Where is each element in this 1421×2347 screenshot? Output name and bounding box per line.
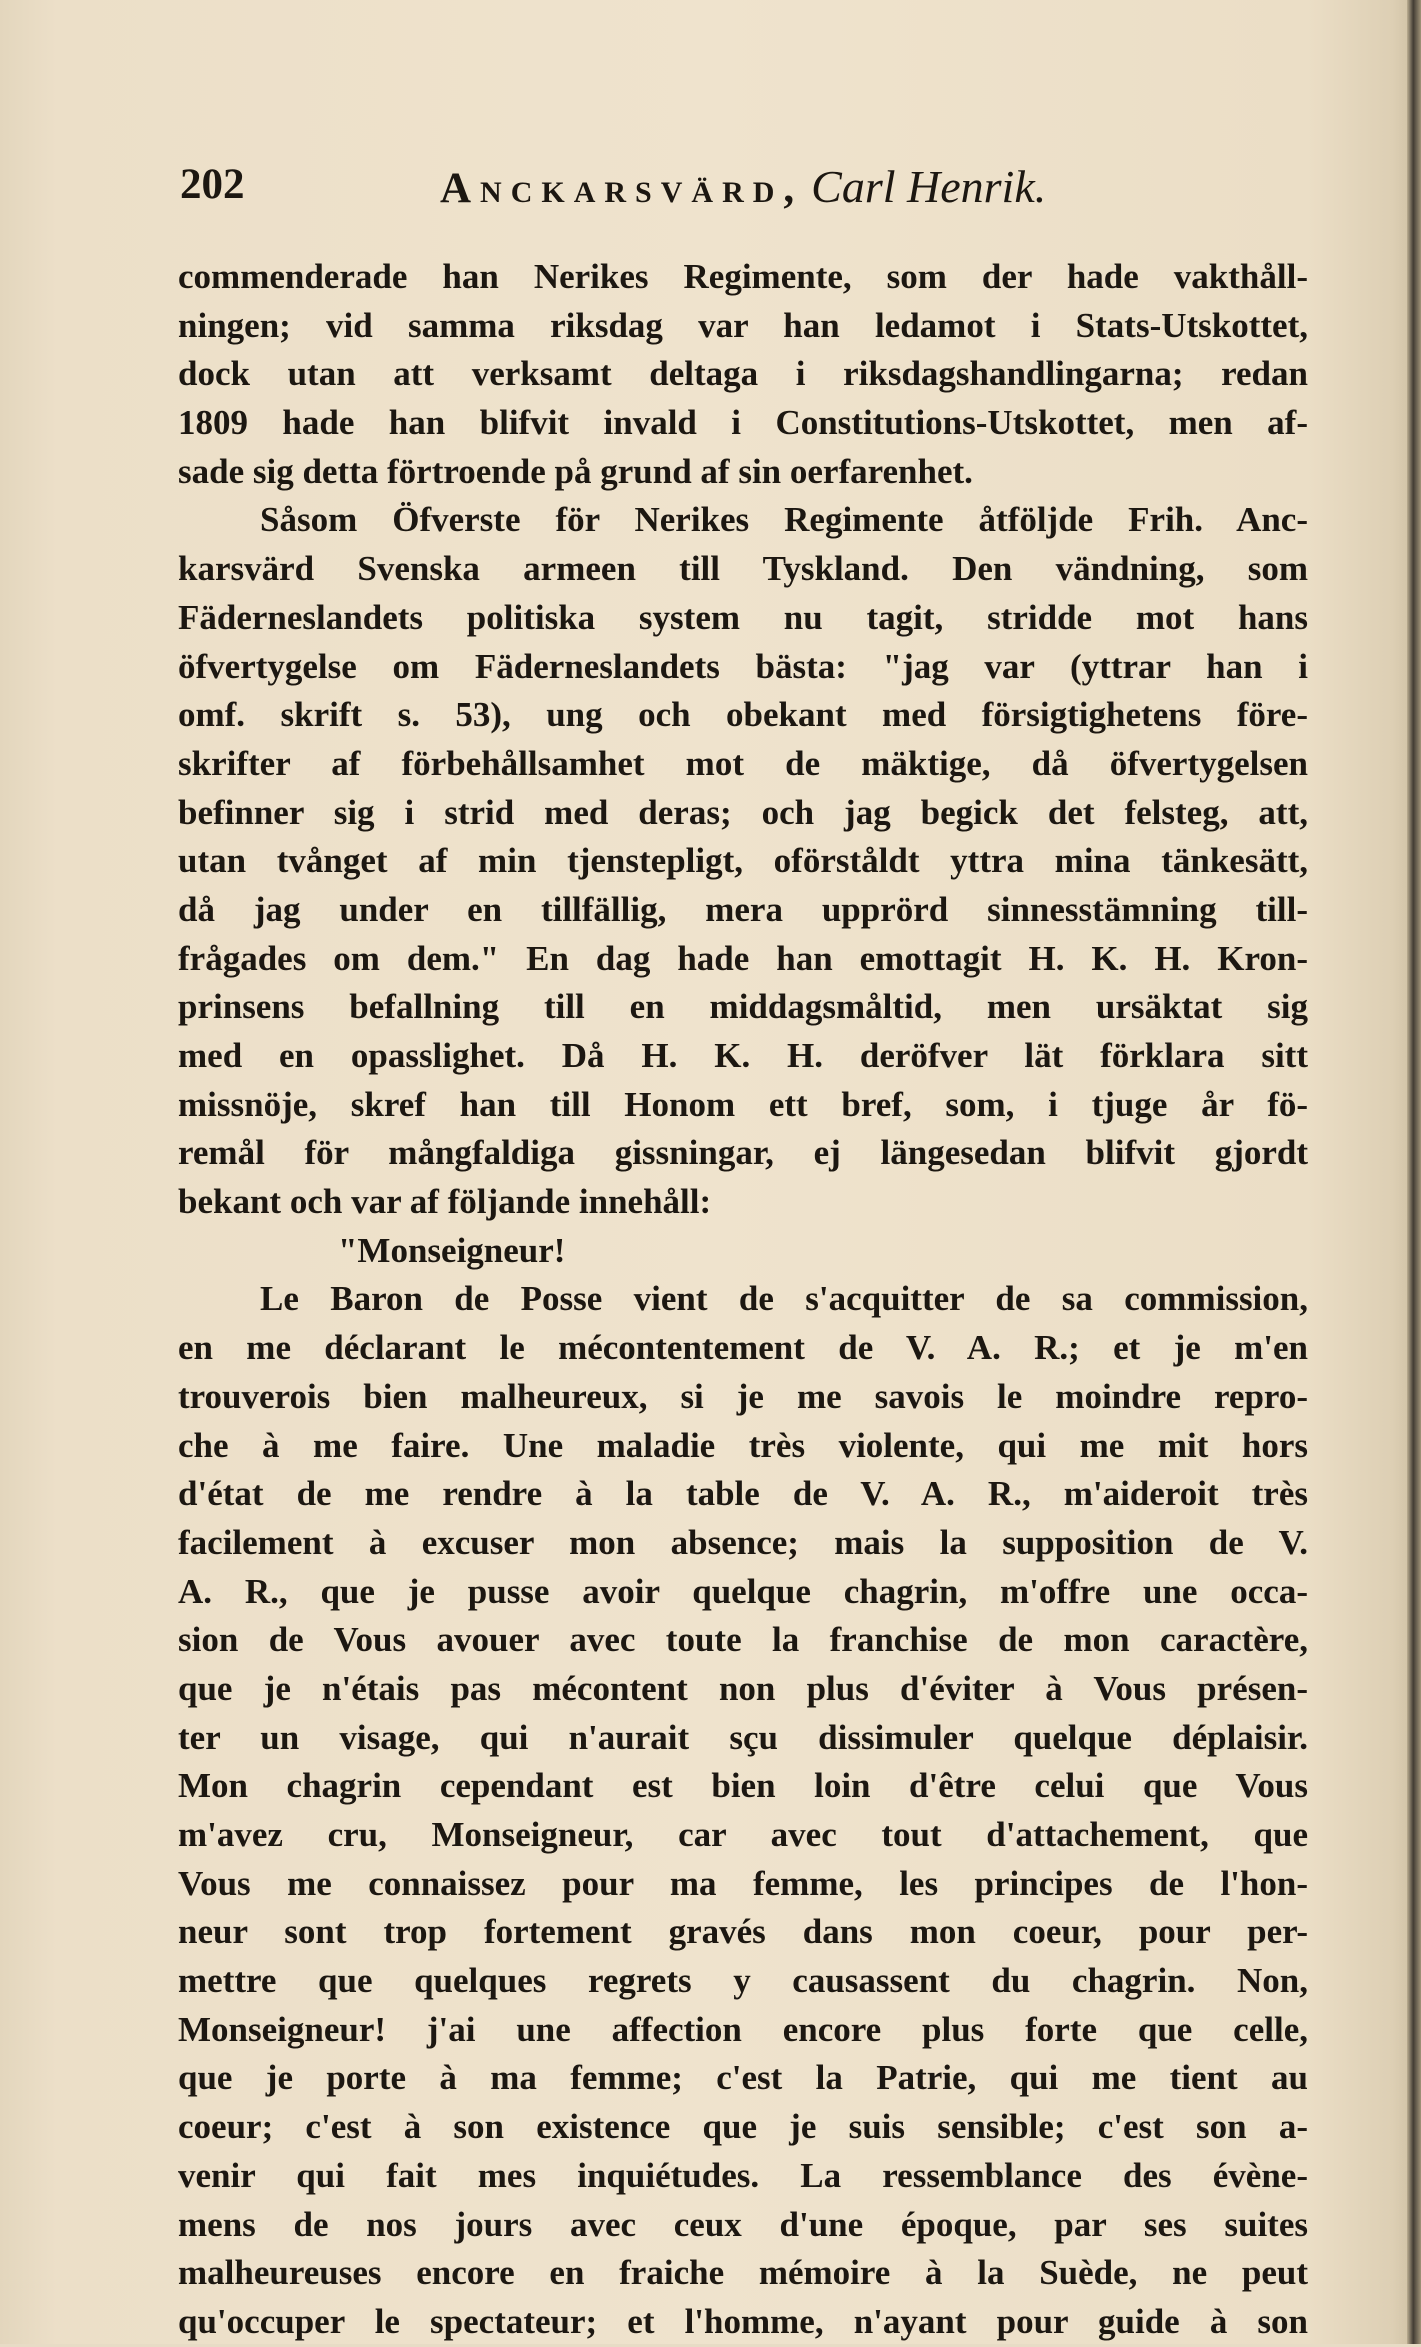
text-line: d'état de me rendre à la table de V. A. R., m'aideroit très [178,1474,1308,1514]
text-line: malheureuses encore en fraiche mémoire à la Suède, ne peut [178,2253,1308,2293]
text-line: qu'occuper le spectateur; et l'homme, n'ayant pour guide à son [178,2301,1308,2341]
text-line: missnöje, skref han till Honom ett bref, som, i tjuge år fö- [178,1084,1308,1124]
text-line: karsvärd Svenska armeen till Tyskland. Den vändning, som [178,549,1308,589]
text-line: då jag under en tillfällig, mera upprörd sinnesstämning till- [178,889,1308,929]
text-line: mens de nos jours avec ceux d'une époque, par ses suites [178,2204,1308,2244]
text-line: skrifter af förbehållsamhet mot de mäktige, då öfvertygelsen [178,743,1308,783]
text-line: befinner sig i strid med deras; och jag begick det felsteg, att, [178,792,1308,832]
text-line: öfvertygelse om Fäderneslandets bästa: "jag var (yttrar han i [178,646,1308,686]
text-line: utan tvånget af min tjenstepligt, oförståldt yttra mina tänkesätt, [178,841,1308,881]
text-line: Fäderneslandets politiska system nu tagit, stridde mot hans [178,597,1308,637]
text-line: A. R., que je pusse avoir quelque chagrin, m'offre une occa- [178,1571,1308,1611]
text-line: que je n'étais pas mécontent non plus d'éviter à Vous présen- [178,1668,1308,1708]
text-line: trouverois bien malheureux, si je me savois le moindre repro- [178,1376,1308,1416]
running-head [440,160,1046,213]
page-number: 202 [180,161,245,208]
running-head-surname: Anckarsvärd, [440,165,804,212]
text-line: bekant och var af följande innehåll: [178,1182,712,1222]
text-line: remål för mångfaldiga gissningar, ej längesedan blifvit gjordt [178,1133,1308,1173]
text-line: prinsens befallning till en middagsmåltid, men ursäktat sig [178,987,1308,1027]
text-line: Monseigneur! j'ai une affection encore plus forte que celle, [178,2009,1308,2049]
text-line: dock utan att verksamt deltaga i riksdagshandlingarna; redan [178,354,1308,394]
page-edge-shadow [1407,0,1421,2344]
text-line: Vous me connaissez pour ma femme, les principes de l'hon- [178,1863,1308,1903]
text-line: ter un visage, qui n'aurait sçu dissimuler quelque déplaisir. [178,1717,1308,1757]
text-line: venir qui fait mes inquiétudes. La ressemblance des évène- [178,2155,1308,2195]
text-line: frågades om dem." En dag hade han emottagit H. K. H. Kron- [178,938,1308,978]
text-line: sion de Vous avouer avec toute la franchise de mon caractère, [178,1620,1308,1660]
text-line: que je porte à ma femme; c'est la Patrie, qui me tient au [178,2058,1308,2098]
text-line: m'avez cru, Monseigneur, car avec tout d'attachement, que [178,1815,1308,1854]
text-line: che à me faire. Une maladie très violente, qui me mit hors [178,1425,1308,1465]
text-line: omf. skrift s. 53), ung och obekant med försigtighetens före- [178,695,1308,735]
text-line: facilement à excuser mon absence; mais la supposition de V. [178,1522,1308,1562]
body-text [178,253,1308,2347]
running-head-given-names: Carl Henrik. [811,161,1047,212]
text-line: en me déclarant le mécontentement de V. A. R.; et je m'en [178,1328,1308,1368]
text-line: mettre que quelques regrets y causassent du chagrin. Non, [178,1961,1308,2001]
text-line: Le Baron de Posse vient de s'acquitter de sa commission, [260,1279,1308,1319]
page-header [180,160,1310,230]
text-line: 1809 hade han blifvit invald i Constitutions-Utskottet, men af- [178,403,1308,443]
text-line: coeur; c'est à son existence que je suis sensible; c'est son a- [178,2107,1308,2147]
letter-salutation: "Monseigneur! [338,1230,566,1270]
text-line: ningen; vid samma riksdag var han ledamot i Stats-Utskottet, [178,305,1308,345]
text-line: commenderade han Nerikes Regimente, som der hade vakthåll- [178,257,1308,296]
text-line: med en opasslighet. Då H. K. H. deröfver lät förklara sitt [178,1036,1308,1075]
text-line: Såsom Öfverste för Nerikes Regimente åtföljde Frih. Anc- [260,500,1308,540]
text-line: Mon chagrin cependant est bien loin d'être celui que Vous [178,1766,1308,1806]
text-line: sade sig detta förtroende på grund af sin oerfarenhet. [178,451,973,491]
text-line: neur sont trop fortement gravés dans mon coeur, pour per- [178,1912,1308,1952]
